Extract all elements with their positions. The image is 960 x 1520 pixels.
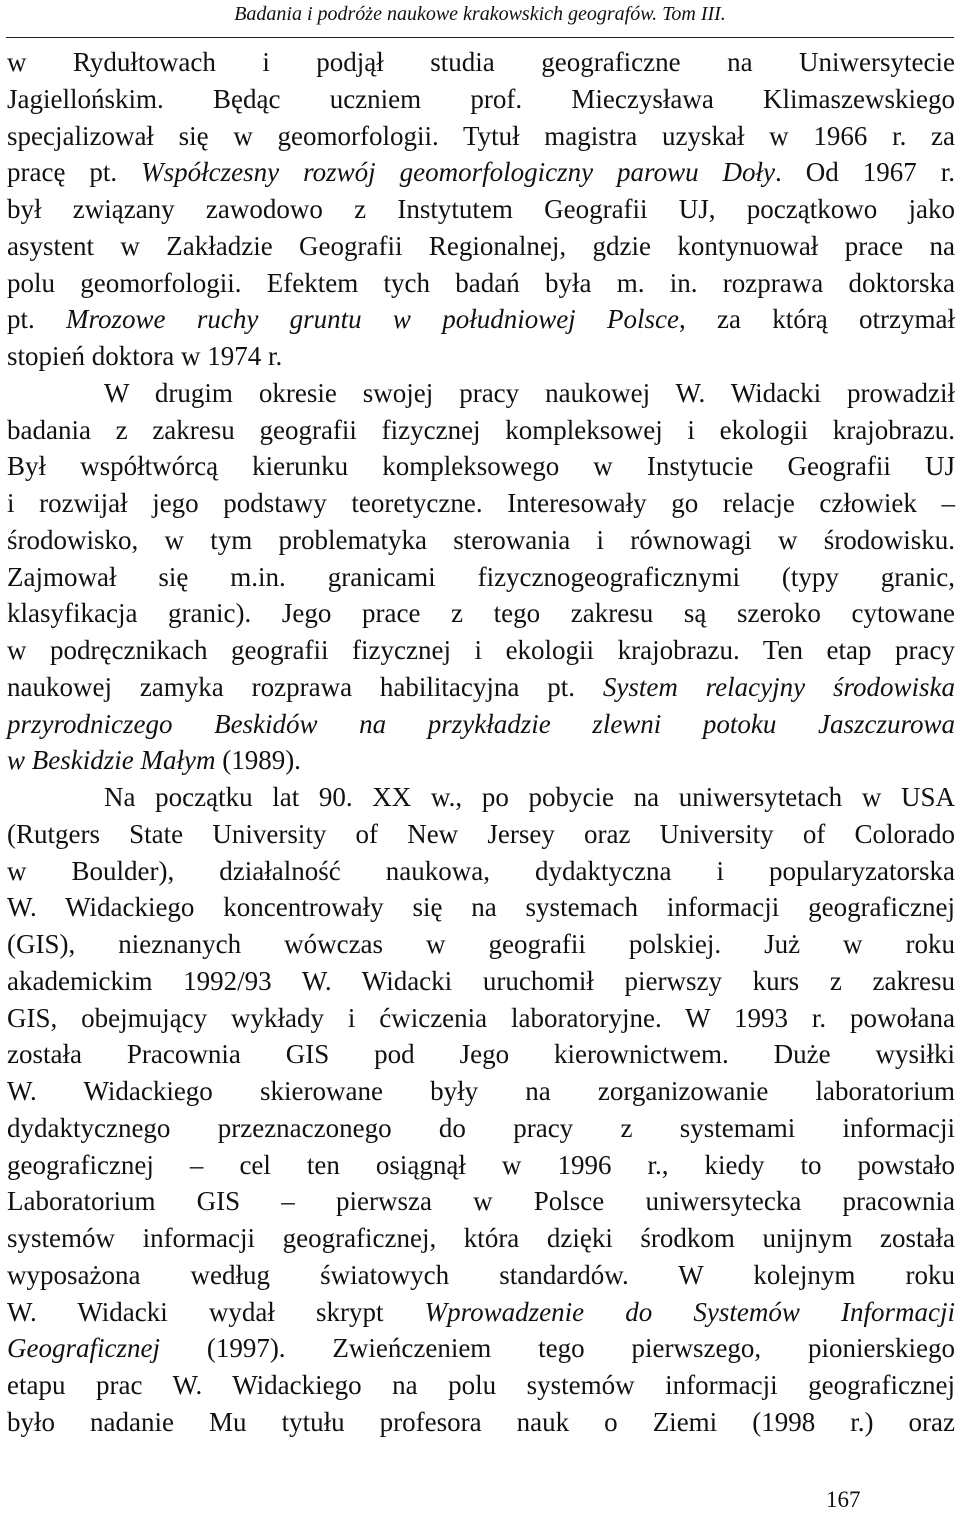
text-segment: , za którą otrzymał — [678, 304, 955, 335]
text-line: Zajmował się m.in. granicami fizycznogeograficznymi (typy granic, — [7, 561, 955, 592]
text-line: geograficznej – cel ten osiągnął w 1996 r., kiedy to powstało — [7, 1149, 955, 1180]
text-line: Jagiellońskim. Będąc uczniem prof. Mieczysława Klimaszewskiego — [7, 83, 955, 114]
text-line: asystent w Zakładzie Geografii Regionalnej, gdzie kontynuował prace na — [7, 230, 955, 261]
running-header: Badania i podróże naukowe krakowskich geografów. Tom III. — [234, 3, 726, 25]
text-line: środowisko, w tym problematyka sterowania i równowagi w środowisku. — [7, 524, 955, 555]
text-line: W drugim okresie swojej pracy naukowej W. Widacki prowadził — [104, 377, 955, 408]
text-line: etapu prac W. Widackiego na polu systemów informacji geograficznej — [7, 1370, 955, 1400]
body-text — [7, 44, 955, 1441]
italic-title-text: w Beskidzie Małym — [7, 745, 216, 776]
text-segment: pracę pt. — [7, 157, 142, 188]
text-line: została Pracownia GIS pod Jego kierownictwem. Duże wysiłki — [7, 1039, 955, 1070]
text-line — [7, 1330, 955, 1367]
text-line: wyposażona według światowych standardów. W kolejnym roku — [7, 1259, 955, 1290]
text-line: polu geomorfologii. Efektem tych badań była m. in. rozprawa doktorska — [7, 267, 955, 298]
text-segment: W. Widacki wydał skrypt — [7, 1296, 425, 1327]
italic-title-text: Geograficznej — [7, 1333, 160, 1364]
text-line — [7, 301, 955, 338]
text-line: był związany zawodowo z Instytutem Geografii UJ, początkowo jako — [7, 194, 955, 224]
text-line: akademickim 1992/93 W. Widacki uruchomił pierwszy kurs z zakresu — [7, 965, 955, 996]
text-line: i rozwijał jego podstawy teoretyczne. Interesowały go relacje człowiek – — [7, 488, 955, 518]
text-segment: (1989). — [215, 745, 301, 776]
page-number: 167 — [826, 1487, 861, 1512]
italic-title-text: Współczesny rozwój geomorfologiczny parowu Doły — [141, 157, 776, 188]
text-line: (GIS), nieznanych wówczas w geografii polskiej. Już w roku — [7, 929, 955, 959]
header-rule — [6, 37, 954, 38]
text-line: systemów informacji geograficznej, która dzięki środkom unijnym została — [7, 1223, 955, 1253]
text-segment: pt. — [7, 304, 67, 335]
text-line: W. Widackiego koncentrowały się na systemach informacji geograficznej — [7, 892, 955, 923]
text-line — [7, 742, 955, 779]
text-line: w Rydułtowach i podjął studia geograficzne na Uniwersytecie — [7, 47, 955, 77]
text-segment: (1997). Zwieńczeniem tego pierwszego, pionierskiego — [159, 1333, 955, 1364]
text-line — [7, 154, 955, 191]
text-segment: . Od 1967 r. — [775, 157, 955, 188]
text-line: Był współtwórcą kierunku kompleksowego w Instytucie Geografii UJ — [7, 451, 955, 482]
text-line: GIS, obejmujący wykłady i ćwiczenia laboratoryjne. W 1993 r. powołana — [7, 1002, 955, 1033]
text-line — [7, 706, 955, 743]
italic-title-text: Wprowadzenie do Systemów Informacji — [424, 1296, 956, 1327]
text-line: dydaktycznego przeznaczonego do pracy z systemami informacji — [7, 1112, 955, 1143]
text-line: Laboratorium GIS – pierwsza w Polsce uniwersytecka pracownia — [7, 1186, 955, 1217]
text-line: W. Widackiego skierowane były na zorganizowanie laboratorium — [7, 1076, 955, 1106]
text-line: było nadanie Mu tytułu profesora nauk o Ziemi (1998 r.) oraz — [7, 1406, 955, 1437]
text-line: Na początku lat 90. XX w., po pobycie na uniwersytetach w USA — [104, 782, 955, 812]
italic-title-text: przyrodniczego Beskidów na przykładzie zlewni potoku Jaszczurowa — [7, 708, 955, 739]
italic-title-text: System relacyjny środowiska — [602, 671, 955, 702]
text-line — [7, 669, 955, 706]
text-segment: naukowej zamyka rozprawa habilitacyjna pt. — [7, 671, 603, 702]
text-line: w Boulder), działalność naukowa, dydaktyczna i popularyzatorska — [7, 855, 955, 886]
text-line: stopień doktora w 1974 r. — [7, 341, 283, 371]
text-line: specjalizował się w geomorfologii. Tytuł magistra uzyskał w 1966 r. za — [7, 120, 955, 151]
text-line: badania z zakresu geografii fizycznej kompleksowej i ekologii krajobrazu. — [7, 414, 955, 445]
italic-title-text: Mrozowe ruchy gruntu w południowej Polsce — [66, 304, 679, 335]
text-line — [7, 1294, 955, 1331]
text-line: klasyfikacja granic). Jego prace z tego zakresu są szeroko cytowane — [7, 598, 955, 629]
text-line: (Rutgers State University of New Jersey oraz University of Colorado — [7, 818, 955, 849]
text-line: w podręcznikach geografii fizycznej i ekologii krajobrazu. Ten etap pracy — [7, 635, 955, 665]
